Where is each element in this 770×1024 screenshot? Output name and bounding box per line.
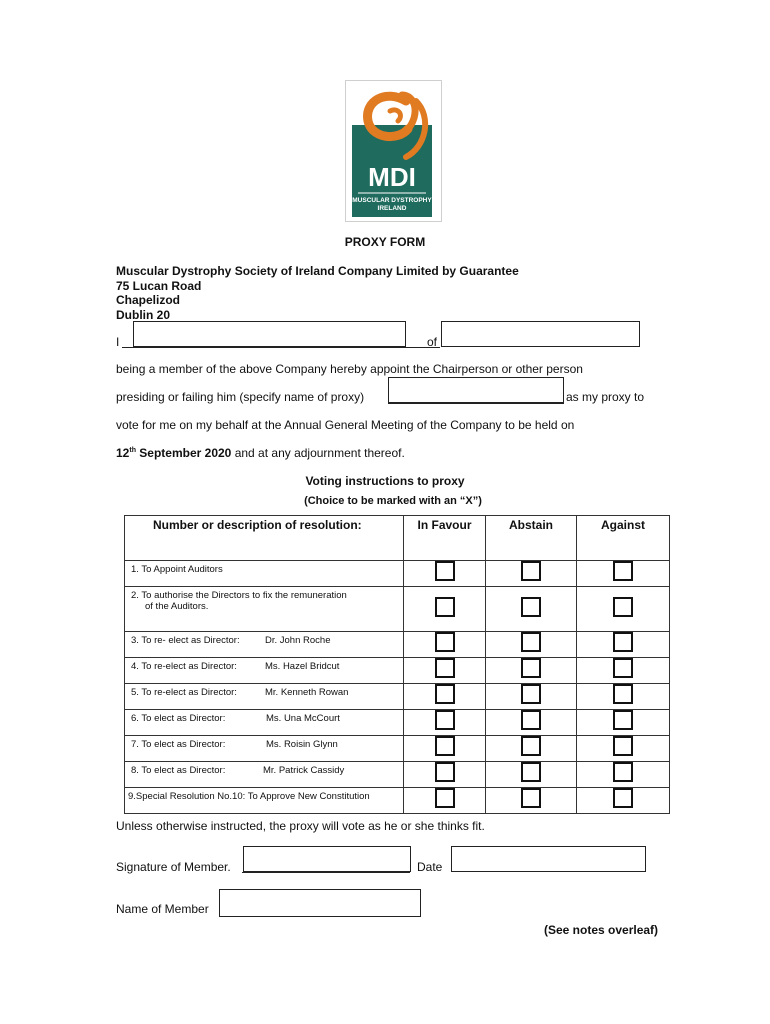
against-checkbox[interactable] bbox=[613, 788, 633, 808]
see-notes-overleaf: (See notes overleaf) bbox=[544, 923, 659, 937]
table-row bbox=[125, 684, 670, 710]
in-favour-checkbox[interactable] bbox=[435, 561, 455, 581]
header-resolution: Number or description of resolution: bbox=[125, 516, 404, 561]
director-name: Ms. Hazel Bridcut bbox=[265, 661, 340, 672]
logo-tagline-2: IRELAND bbox=[377, 205, 407, 212]
in-favour-checkbox[interactable] bbox=[435, 658, 455, 678]
abstain-checkbox[interactable] bbox=[521, 684, 541, 704]
director-name: Ms. Una McCourt bbox=[266, 713, 340, 724]
header-abstain: Abstain bbox=[486, 516, 577, 561]
logo-tagline-1: MUSCULAR DYSTROPHY bbox=[352, 197, 432, 204]
mdi-logo bbox=[345, 80, 442, 222]
against-checkbox[interactable] bbox=[613, 561, 633, 581]
in-favour-checkbox[interactable] bbox=[435, 710, 455, 730]
against-checkbox[interactable] bbox=[613, 736, 633, 756]
in-favour-checkbox[interactable] bbox=[435, 788, 455, 808]
member-address-field[interactable] bbox=[441, 321, 640, 347]
table-row bbox=[125, 658, 670, 684]
resolution-text-cont: of the Auditors. bbox=[145, 601, 209, 612]
director-name: Mr. Kenneth Rowan bbox=[265, 687, 349, 698]
table-row bbox=[125, 736, 670, 762]
director-name: Mr. Patrick Cassidy bbox=[263, 765, 345, 776]
table-row bbox=[125, 762, 670, 788]
header-against: Against bbox=[577, 516, 670, 561]
director-name: Dr. John Roche bbox=[265, 635, 331, 646]
in-favour-checkbox[interactable] bbox=[435, 684, 455, 704]
abstain-checkbox[interactable] bbox=[521, 762, 541, 782]
voting-subheading: (Choice to be marked with an “X”) bbox=[304, 495, 482, 507]
in-favour-checkbox[interactable] bbox=[435, 762, 455, 782]
voting-table bbox=[124, 515, 669, 802]
address-block bbox=[116, 264, 519, 322]
in-favour-checkbox[interactable] bbox=[435, 632, 455, 652]
against-checkbox[interactable] bbox=[613, 597, 633, 617]
default-vote-note: Unless otherwise instructed, the proxy will vote as he or she thinks fit. bbox=[116, 819, 485, 833]
member-printed-name-field[interactable] bbox=[219, 889, 421, 917]
meeting-date-rest: September 2020 bbox=[135, 446, 232, 460]
form-title: PROXY FORM bbox=[344, 235, 426, 249]
resolution-text: 1. To Appoint Auditors bbox=[125, 561, 404, 587]
table-row bbox=[125, 632, 670, 658]
meeting-date-end: and at any adjournment thereof. bbox=[231, 446, 405, 460]
resolution-cell bbox=[125, 736, 404, 762]
table-row bbox=[125, 710, 670, 736]
org-name: Muscular Dystrophy Society of Ireland Company Limited by Guarantee bbox=[116, 264, 519, 278]
meeting-date-suffix: th bbox=[129, 447, 136, 454]
resolution-cell bbox=[125, 658, 404, 684]
against-checkbox[interactable] bbox=[613, 684, 633, 704]
member-name-field[interactable] bbox=[133, 321, 406, 347]
signature-label: Signature of Member. bbox=[116, 860, 231, 874]
abstain-checkbox[interactable] bbox=[521, 561, 541, 581]
signature-field[interactable] bbox=[243, 846, 411, 872]
date-field[interactable] bbox=[451, 846, 646, 872]
resolution-text: 9.Special Resolution No.10: To Approve New Constitution bbox=[125, 788, 404, 814]
member-name-label: Name of Member bbox=[116, 902, 209, 916]
paragraph-line-2: presiding or failing him (specify name of proxy) bbox=[116, 390, 365, 404]
abstain-checkbox[interactable] bbox=[521, 658, 541, 678]
resolution-cell bbox=[125, 587, 404, 632]
table-row bbox=[125, 587, 670, 632]
meeting-date-day: 12 bbox=[116, 446, 130, 460]
proxy-name-field[interactable] bbox=[388, 377, 564, 403]
meeting-date-line bbox=[116, 446, 405, 460]
against-checkbox[interactable] bbox=[613, 658, 633, 678]
director-name: Ms. Roisin Glynn bbox=[266, 739, 338, 750]
paragraph-line-2-end: as my proxy to bbox=[566, 390, 645, 404]
in-favour-checkbox[interactable] bbox=[435, 597, 455, 617]
resolution-text: 7. To elect as Director: bbox=[131, 739, 226, 750]
date-label: Date bbox=[417, 860, 443, 874]
voting-heading: Voting instructions to proxy bbox=[305, 474, 465, 488]
against-checkbox[interactable] bbox=[613, 710, 633, 730]
resolution-text: 4. To re-elect as Director: bbox=[131, 661, 237, 672]
paragraph-line-1: being a member of the above Company hereby appoint the Chairperson or other person bbox=[116, 362, 583, 376]
table-row bbox=[125, 561, 670, 587]
table-row bbox=[125, 788, 670, 814]
in-favour-checkbox[interactable] bbox=[435, 736, 455, 756]
abstain-checkbox[interactable] bbox=[521, 736, 541, 756]
resolution-cell bbox=[125, 632, 404, 658]
resolution-text: 3. To re- elect as Director: bbox=[131, 635, 240, 646]
resolution-cell bbox=[125, 710, 404, 736]
resolution-cell bbox=[125, 684, 404, 710]
of-label: of bbox=[427, 335, 438, 349]
table-header-row bbox=[125, 516, 670, 561]
abstain-checkbox[interactable] bbox=[521, 788, 541, 808]
against-checkbox[interactable] bbox=[613, 762, 633, 782]
logo-wordmark: MDI bbox=[368, 162, 416, 192]
address-line-3: Dublin 20 bbox=[116, 307, 171, 322]
resolution-text: 5. To re-elect as Director: bbox=[131, 687, 237, 698]
resolution-text: 2. To authorise the Directors to fix the remuneration bbox=[131, 590, 347, 601]
abstain-checkbox[interactable] bbox=[521, 597, 541, 617]
against-checkbox[interactable] bbox=[613, 632, 633, 652]
paragraph-line-3: vote for me on my behalf at the Annual General Meeting of the Company to be held on bbox=[116, 418, 575, 432]
header-in-favour: In Favour bbox=[404, 516, 486, 561]
i-label: I bbox=[116, 335, 120, 349]
address-line-1: 75 Lucan Road bbox=[116, 278, 202, 293]
resolution-cell bbox=[125, 762, 404, 788]
resolution-text: 6. To elect as Director: bbox=[131, 713, 226, 724]
address-line-2: Chapelizod bbox=[116, 293, 181, 307]
resolution-text: 8. To elect as Director: bbox=[131, 765, 226, 776]
abstain-checkbox[interactable] bbox=[521, 632, 541, 652]
abstain-checkbox[interactable] bbox=[521, 710, 541, 730]
